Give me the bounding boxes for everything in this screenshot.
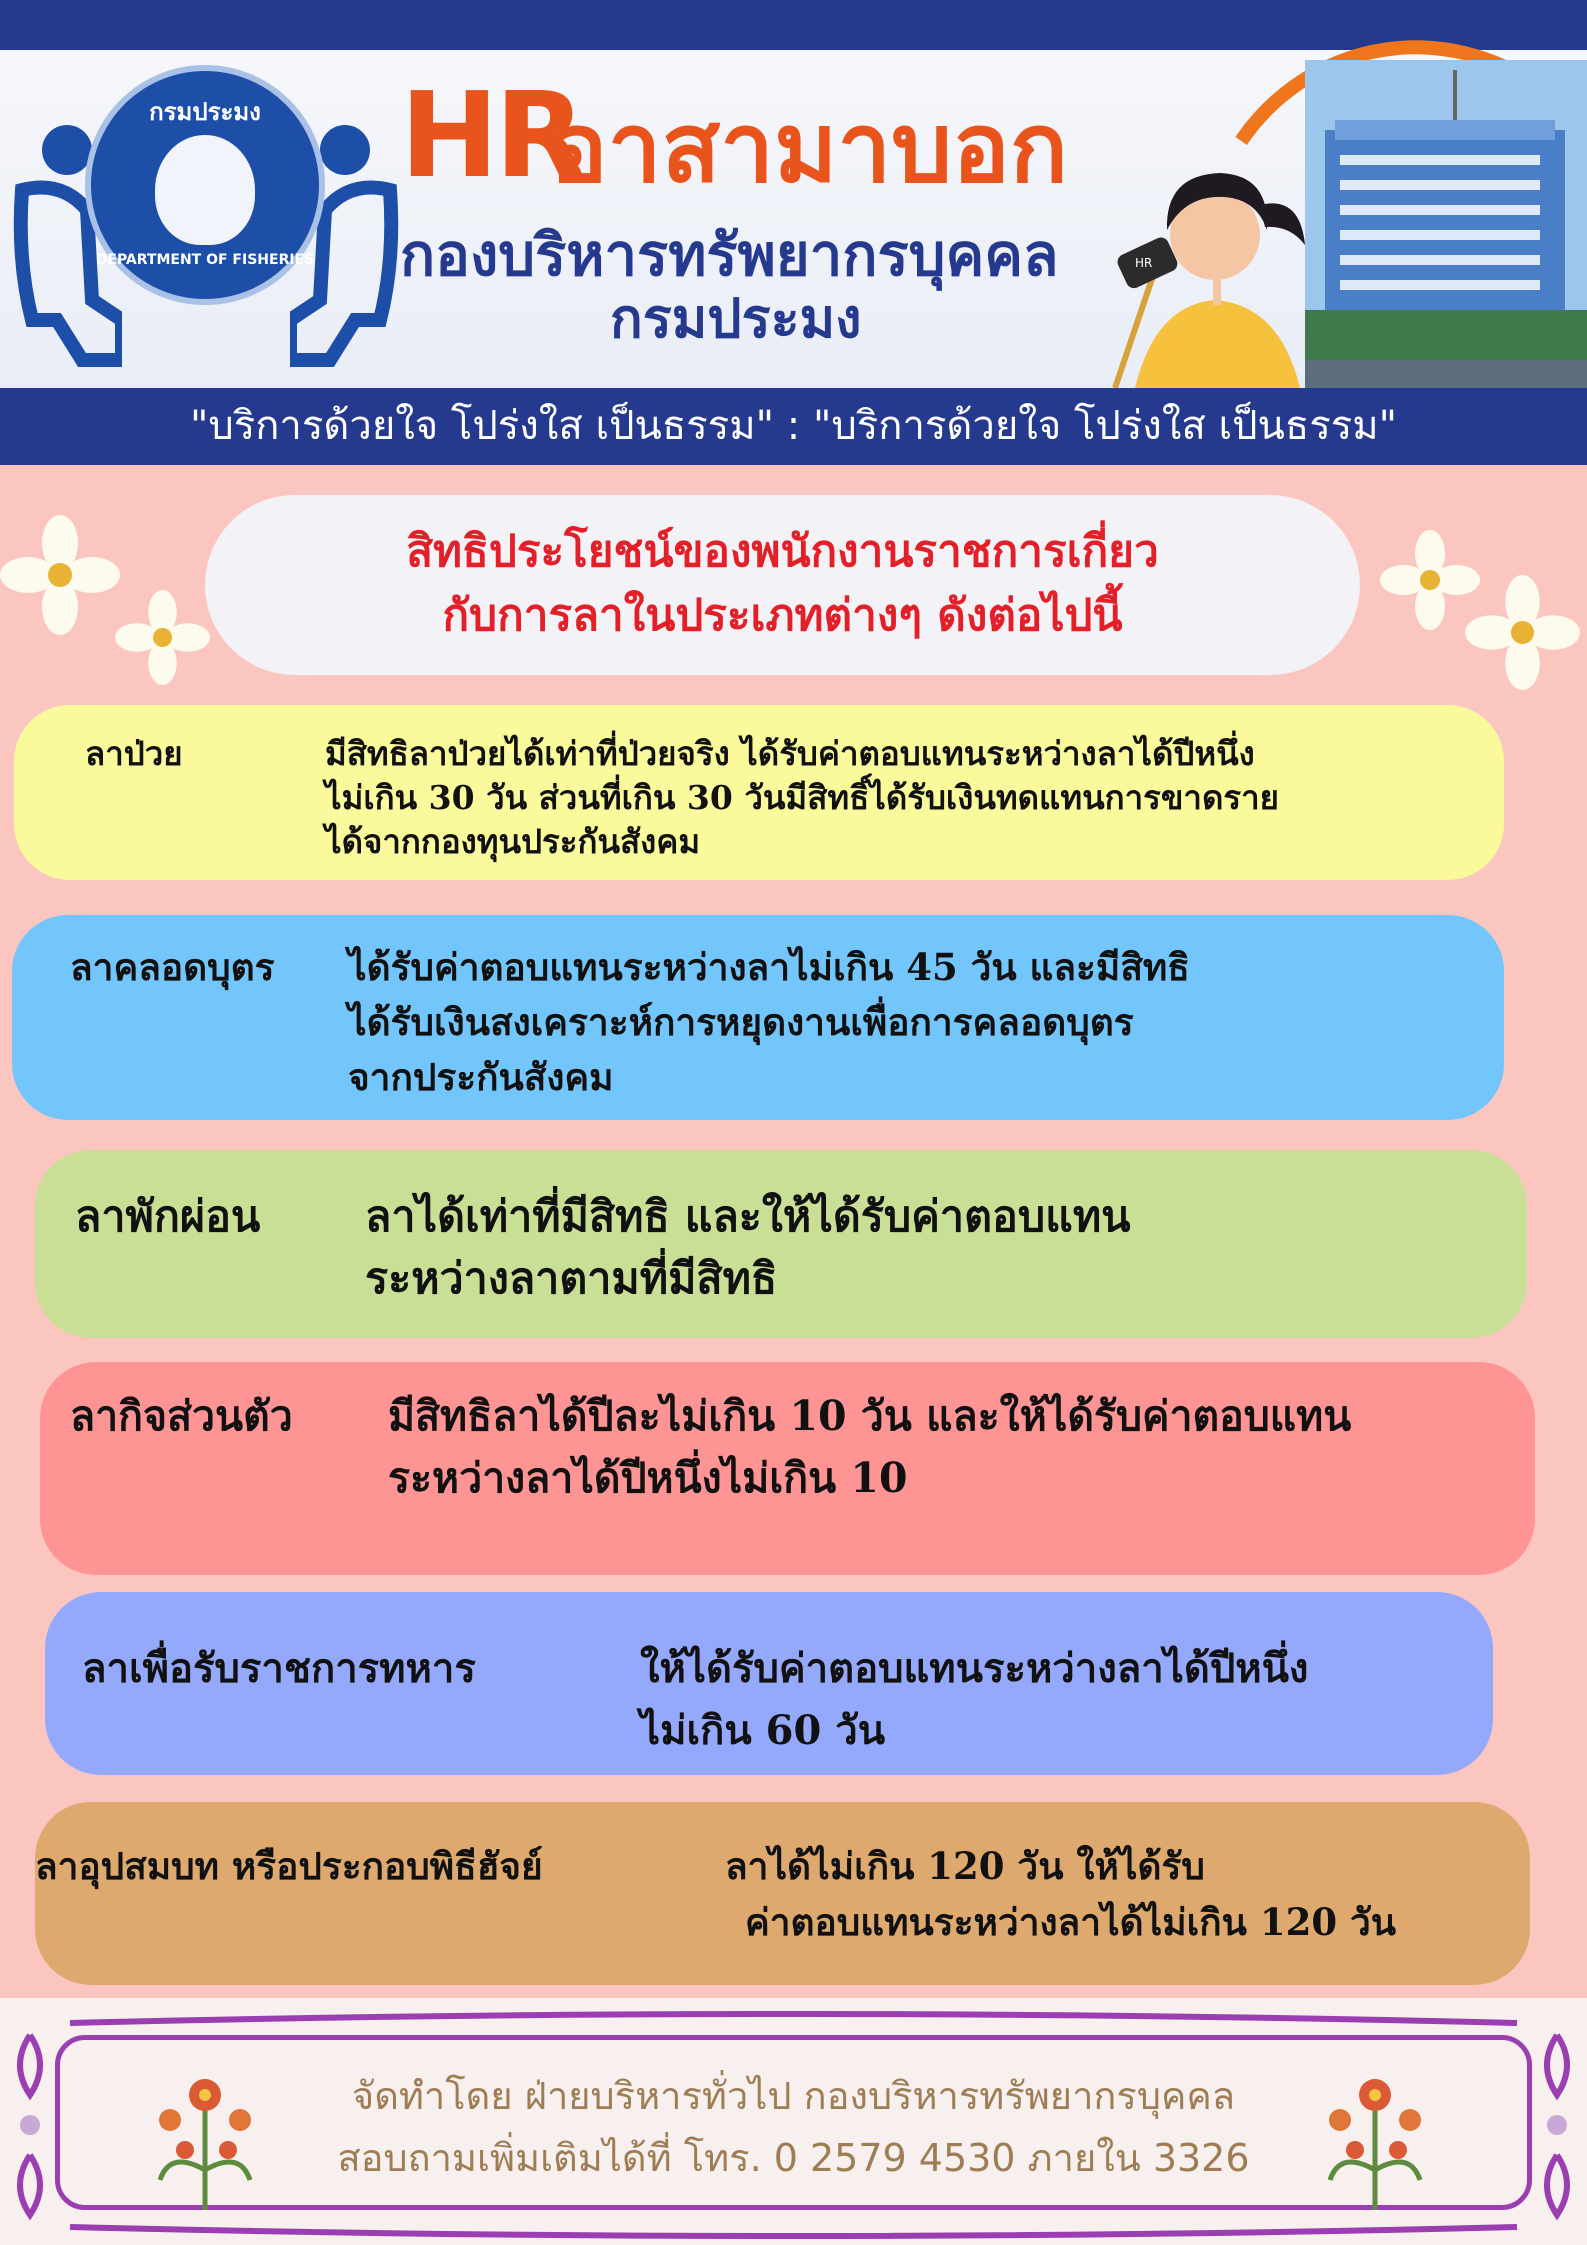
leave-label-vacation: ลาพักผ่อน [75, 1192, 261, 1242]
leave-label-ordination: ลาอุปสมบท หรือประกอบพิธีฮัจย์ [35, 1844, 543, 1888]
flower-icon [115, 590, 210, 685]
leave-description-personal [388, 1385, 1351, 1509]
floral-ornament-icon [1310, 2050, 1440, 2210]
logo-emblem [155, 135, 255, 245]
leave-description-line: ไม่เกิน 60 วัน [640, 1707, 886, 1754]
slogan-text: "บริการด้วยใจ โปร่งใส เป็นธรรม" : "บริการด้วยใจ โปร่งใส เป็นธรรม" [189, 403, 1398, 449]
flower-icon [0, 515, 120, 635]
leave-description-line: ลาได้ไม่เกิน 120 วัน ให้ได้รับ [725, 1844, 1205, 1888]
leave-label-maternity: ลาคลอดบุตร [70, 945, 275, 989]
header-top-bar [0, 0, 1587, 50]
leave-description-line: ระหว่างลาตามที่มีสิทธิ [365, 1254, 778, 1304]
intro-line-2: กับการลาในประเภทต่างๆ ดังต่อไปนี้ [442, 590, 1123, 641]
footer-credit: จัดทำโดย ฝ่ายบริหารทั่วไป กองบริหารทรัพยากรบุคคล [351, 2074, 1236, 2118]
intro-line-1: สิทธิประโยชน์ของพนักงานราชการเกี่ยว [406, 526, 1159, 577]
organization-name: กรมประมง [610, 287, 862, 350]
leave-description-maternity [348, 940, 1190, 1105]
leave-description-line: จากประกันสังคม [348, 1055, 614, 1099]
leave-description-line: มีสิทธิลาป่วยได้เท่าที่ป่วยจริง ได้รับค่าตอบแทนระหว่างลาได้ปีหนึ่ง [325, 734, 1255, 773]
page-title: อาสามาบอก [550, 92, 1068, 204]
office-building-image [1305, 60, 1587, 388]
leave-description-line: ค่าตอบแทนระหว่างลาได้ไม่เกิน 120 วัน [745, 1900, 1397, 1944]
flower-icon [1465, 575, 1580, 690]
leave-label-military: ลาเพื่อรับราชการทหาร [82, 1645, 476, 1692]
leave-description-sick [325, 732, 1279, 864]
leave-description-line: ไม่เกิน 30 วัน ส่วนที่เกิน 30 วันมีสิทธิ์ได้รับเงินทดแทนการขาดราย [325, 778, 1279, 817]
intro-heading [205, 520, 1360, 648]
leave-description-military [640, 1638, 1308, 1762]
leave-description-line: มีสิทธิลาได้ปีละไม่เกิน 10 วัน และให้ได้รับค่าตอบแทน [388, 1392, 1352, 1440]
leave-description-line: ให้ได้รับค่าตอบแทนระหว่างลาได้ปีหนึ่ง [640, 1645, 1309, 1692]
hr-heading: HR [400, 66, 582, 204]
leave-label-sick: ลาป่วย [85, 734, 183, 773]
mic-label: HR [1135, 256, 1153, 270]
leave-description-line: ได้รับค่าตอบแทนระหว่างลาไม่เกิน 45 วัน และมีสิทธิ [348, 945, 1190, 989]
leave-description-vacation [365, 1186, 1131, 1310]
logo-bottom-text: DEPARTMENT OF FISHERIES [95, 252, 315, 268]
leave-label-personal: ลากิจส่วนตัว [70, 1392, 293, 1440]
leave-description-line: ลาได้เท่าที่มีสิทธิ และให้ได้รับค่าตอบแทน [365, 1192, 1131, 1242]
leave-description-line: ระหว่างลาได้ปีหนึ่งไม่เกิน 10 [388, 1454, 908, 1502]
presenter-illustration [1095, 135, 1335, 388]
department-name: กองบริหารทรัพยากรบุคคล [400, 221, 1059, 289]
logo-top-text: กรมประมง [149, 98, 261, 126]
leave-description-ordination [725, 1838, 1396, 1950]
footer-contact: สอบถามเพิ่มเติมได้ที่ โทร. 0 2579 4530 ภายใน 3326 [337, 2136, 1250, 2180]
floral-ornament-icon [140, 2050, 270, 2210]
leave-description-line: ได้จากกองทุนประกันสังคม [325, 822, 701, 861]
leave-description-line: ได้รับเงินสงเคราะห์การหยุดงานเพื่อการคลอดบุตร [348, 1000, 1134, 1044]
